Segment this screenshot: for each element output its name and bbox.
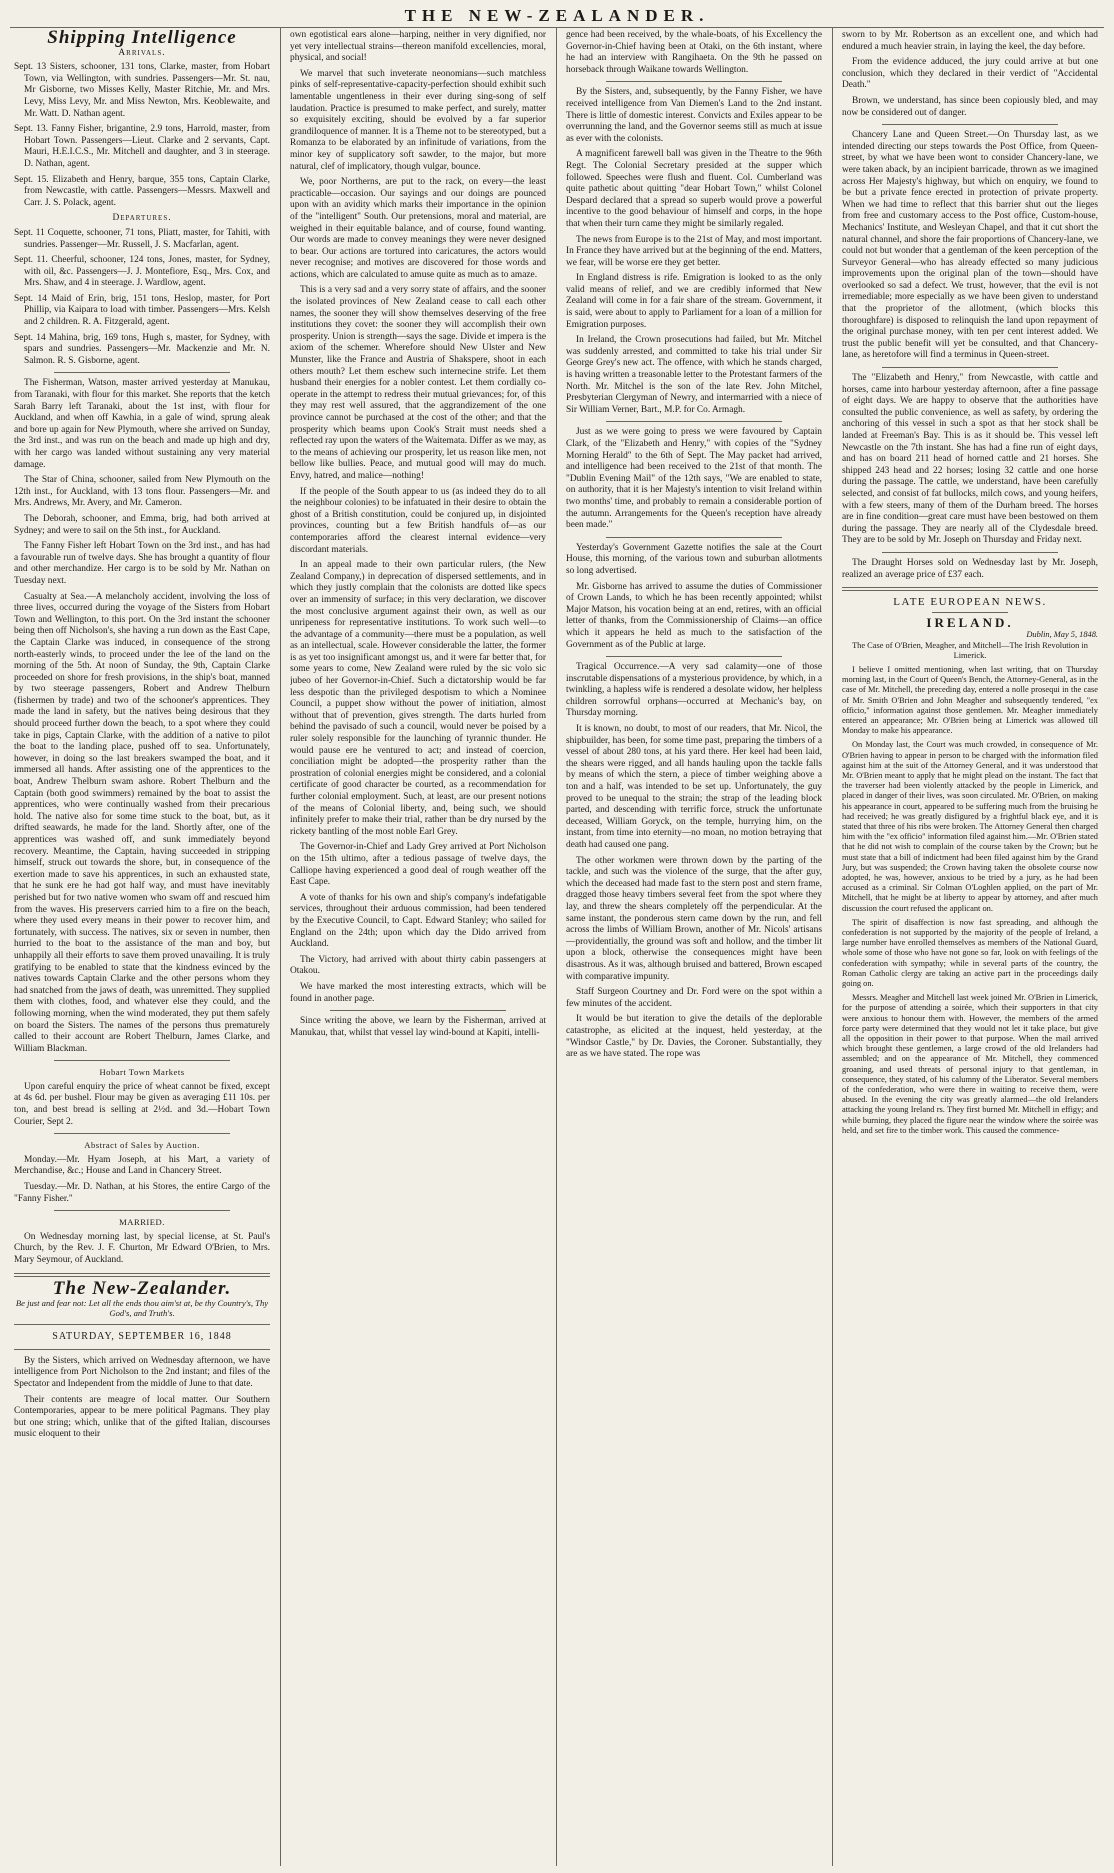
gazette-paragraph: Mr. Gisborne has arrived to assume the duties of Commissioner of Crown Lands, to which he has been recently appointed; whilst Major Matson, his vocation being at an end, retires, with an official letter of thanks, from the Commissionership of Claims—an office which it appears he held as much to the satisfaction of the Government as of the Public at large. [566,581,822,650]
editorial-paragraph: Their contents are meagre of local matter. Our Southern Contemporaries, appear to be mere political Pagmans. They play but one string; which, unlike that of the gifted Italian, discourses music eloquent to their [14,1394,270,1440]
ireland-paragraph: Messrs. Meagher and Mitchell last week joined Mr. O'Brien in Limerick, for the purpose of attending a soirée, which their supporters in that city were anxious to honour them with. However, the members of the armed force party were determined that they would not let it take place, but give all the opposition in their power to that purpose. When the mail arrived which brought these gentlemen, a large crowd of the old Irelanders had assembled; and on the appearance of Mr. Mitchell, they commenced groaning, and used threats of personal injury to that gentleman, in consequence, they stated, of his calumny of the Liberator. Several members of the confederation, who were there in waiting to receive them, were abused. In the evening the city was greatly alarmed—the old Irelanders attacking the young Ireland rs. They first burned Mr. Mitchell in effigy; and while burning, they placed the figure near the window where the soirée was held, and set fire to the timber work. This caused the commence- [842,993,1098,1135]
divider [330,1010,506,1011]
departure-item: Sept. 14 Maid of Erin, brig, 151 tons, Heslop, master, for Port Phillip, via Kaipara to load with timber. Passengers—Mrs. Kelsh and 2 children. R. A. Fitzgerald, agent. [14,293,270,328]
late-news-heading: LATE EUROPEAN NEWS. [893,596,1047,609]
news-paragraph: By the Sisters, and, subsequently, by the Fanny Fisher, we have received intelligence from Van Diemen's Land to the 2nd instant. There is little of domestic interest. Convicts and Exiles appear to be overrunning the land, and the Governor seems still as much at issue as ever with the colonists. [566,87,822,144]
column-2 [290,30,546,1865]
editorial-paragraph: This is a very sad and a very sorry state of affairs, and the sooner the isolated provinces of New Zealand cease to call each other names, the sooner they will show themselves deserving of the free institutions they covet: the sooner they will accomplish their own prosperity. Union is strength—says the sage. Divide et impera is the axiom of the schemer. Wherefore should New Ulster and New Munster, like the France and Austria of Shakspere, shoot in each others mouth? Let them eschew such internecine strife. Let them husband their energies for a nobler contest. Let them cordially co-operate in the attempt to redress their mutual grievances; for, of this they may rest well assured, that the aggrandizement of the one province cannot be purchased at the cost of the other; and that the prosperity which beams upon Cook's Strait must needs shed a reflected ray upon the waters of the Waitemata. Differ as we may, as to the means of achieving our prosperity, let us reason like men, not bellow like bullies. Peace, and mutual good will may do much. Envy, hatred, and malice—nothing! [290,285,546,481]
divider [54,1060,230,1061]
arrivals-heading: Arrivals. [118,47,166,58]
column-rule [832,28,833,1866]
divider [882,367,1058,368]
editorial-paragraph: own egotistical ears alone—harping, neither in very dignified, nor yet very intellectual strains—thereon manifold excellencies, moral, physical, and social! [290,30,546,64]
tragical-paragraph: Staff Surgeon Courtney and Dr. Ford were on the spot within a few minutes of the accident. [566,987,822,1009]
divider [54,1210,230,1211]
tragical-paragraph: Tragical Occurrence.—A very sad calamity—one of those inscrutable dispensations of a mysterious providence, by which, in a twinkling, a hapless wife is rendered a desolate widow, her helpless children sorrowful orphans—occurred at Mechanic's bay, on Thursday morning. [566,662,822,719]
news-paragraph: Brown, we understand, has since been copiously bled, and may now be considered out of danger. [842,95,1098,118]
ireland-body [842,665,1098,1136]
double-rule [14,1273,270,1277]
auction-item: Tuesday.—Mr. D. Nathan, at his Stores, the entire Cargo of the "Fanny Fisher." [14,1182,270,1204]
arrivals-list [14,62,270,209]
editorial-paragraph: If the people of the South appear to us (as indeed they do to all the neighbour colonies) to be infatuated in their desire to obtain the ghost of a British constitution, could be conjured up, in disjointed provinces, counting but a few British handfuls of—as our contemporaries afford the clearest internal evidence—very discordant materials. [290,486,546,555]
editorial-paragraph: We marvel that such inveterate neonomians—such matchless pinks of self-representative-capacity-perfection should exhibit such lamentable ungentleness in their ever during sing-song of self laudation. Practice is presumed to make perfect, and surely, matter so exquisitely exciting, should be evolved by a far superior grandiloquence of manner. It is a Theme not to be stereotyped, but a Romanza to be elaborated by an infinitude of variations, from the minor key of supplicatory soft sawder, to the major, but more natural, clef of implicatory, though vulgar, bounce. [290,68,546,172]
editorial-paragraph: We have marked the most interesting extracts, which will be found in another page. [290,981,546,1004]
ireland-paragraph: On Monday last, the Court was much crowded, in consequence of Mr. O'Brien having to appear in person to be charged with the information filed against him at the suit of the Attorney General, and it was understood that Mr. O'Brien meant to apply that he might plead on the instant. The fact that the traverser had been violently attacked by the people in Limerick, and placed in danger of their lives, was soon circulated. Mr. O'Brien, on making his appearance in court, appeared to be suffering much from the bruising he had received; he was greatly disfigured by a frightful black eye, and it is stated that three of his ribs were broken. The Attorney General then charged him with the "ex officio" information filed against him.—Mr. O'Brien stated that he did not wish to complain of the course taken by the Crown; but he must state that a bill of indictment had been filed against him by the Grand Jury, but was suspended; the Crown having taken the obsolete course now adopted, he was, however, anxious to be tried by a jury, as he had been accused as a criminal. Sir Colman O'Loghlen applied, on the part of Mr. Mitchell, that he might be at liberty to appear by attorney, and after much discussion the court refused the applicant on. [842,740,1098,913]
news-paragraph: The Fanny Fisher left Hobart Town on the 3rd inst., and has had a favourable run of twelve days. She has brought a quantity of flour and other merchandize. Her cargo is to be sold by Mr. Nathan on Tuesday next. [14,541,270,586]
dublin-dateline: Dublin, May 5, 1848. [1026,630,1098,640]
column-rule [556,28,557,1866]
editorial-paragraph: In an appeal made to their own particular rulers, (the New Zealand Company,) in deprecation of dispersed settlements, and in which they justly complain that the colonists are dotted like specs over an immensity of surface; in this very declaration, we discover the most conclusive argument against their own, as well as our unripeness for representative institutions. To work such well—to the advantage of a community—there must be a population, as well as an intellectual, scale. However considerable the latter, the former is as yet too insignificant amongst us, and it were far better that, for some years to come, New Zealand were ruled by the sic volo sic jubeo of her Governor-in-Chief. Such a dictatorship would be far less despotic than the privileged despotism to which a Nominee Council, a puppet show without the power of initiation, almost without that of prevention, gives strength. The darts hurled from behind the pavisado of such a council, would never be poised by a ruler solely responsible for the launching of tyrannic thunder. He would pause ere he ventured to act; and instead of coercion, conciliation might be adopted—the prosperity rather than the prostration of colonial energies might be considered, and a colonial certificate of good character be courted, as a recommendation for further colonial employment. Such, at least, are our present notions of the means of Colonial liberty, and, being such, we should infinitely prefer to make their trial, rather than be dry nursed by the rickety bantling of the most noble Earl Grey. [290,560,546,837]
divider [606,537,782,538]
married-heading: MARRIED. [119,1217,165,1228]
chancery-paragraph: Chancery Lane and Queen Street.—On Thursday last, as we intended directing our steps towards the Post Office, from Queen-street, by what we have been wont to consider Chancery-lane, we were taken aback, by an incipient barricade, thrown as we imagined across Her Majesty's highway, but which on enquiry, we found to be but a private fence erected in protection of private property. When we had time to reflect that this barrier shut out the lieges from free and customary access to the Post office, Custom-house, Mechanics' Institute, and Wesleyan Chapel, and that it cut short the natural channel, and shore the fair proportions of Chancery-lane, we could not but wonder that a gentleman of the keen perception of the Surveyor General—who has already effected so many judicious improvements upon the original plan of the town—should have overlooked so sad a defect. We trust, however, that the evil is not irremediable; more especially as we have been given to understand that the proprietor of the allotment, (which blocks this thoroughfare) is disposed to relinquish the land upon repayment of the original purchase money, with ten per cent interest added. We trust the public benefit will yet be consulted, and that Chancery-lane, as heretofore will find a terminus in Queen-street. [842,130,1098,361]
arrival-item: Sept. 13. Fanny Fisher, brigantine, 2.9 tons, Harrold, master, from Hobart Town. Passengers—Lieut. Clarke and 2 servants, Capt. Mauri, H.E.I.C.S., Mr. Mitchell and daughter, and 3 in steerage. D. Nathan, agent. [14,124,270,169]
news-paragraph: In England distress is rife. Emigration is looked to as the only valid means of relief, and we are credibly informed that New Zealand will come in for a fair share of the stream. Government, it is said, were about to apply to Parliament for a loan of a million for Emigration purposes. [566,273,822,330]
since-paragraph: Since writing the above, we learn by the Fisherman, arrived at Manukau, that, whilst that vessel lay wind-bound at Kapiti, intelli- [290,1016,546,1038]
auction-heading: Abstract of Sales by Auction. [84,1140,200,1151]
tragical-paragraph: The other workmen were thrown down by the parting of the tackle, and such was the violence of the surge, that the after guy, which the deceased had made fast to the stern post and stern frame, dragged those heavy timbers several feet from the spot where they lay, and threw the shears completely off the perpendicular. At the same instant, the ponderous stern came down by the run, and fell across the limbs of William Brown, another of Mr. Nicols' artisans—providentially, the ground was soft and hollow, and the timber lit upon a block, otherwise the consequences might have been disastrous. As it was, although bruised and battered, Brown escaped with comparative impunity. [566,855,822,982]
news-paragraph: The Star of China, schooner, sailed from New Plymouth on the 12th inst., for Auckland, with 13 tons flour. Passengers—Mr. and Mrs. Andrews, Mr. Avery, and Mr. Cameron. [14,475,270,509]
double-rule [842,587,1098,591]
ireland-paragraph: The spirit of disaffection is now fast spreading, and although the confederation is not supported by the majority of the people of Ireland, a large number have enrolled themselves as members of the National Guard, whole some of those who have not gone so far, look on with feelings of the confederation with sympathy; while in several parts of the country, the Roman Catholic clergy are taking an active part in the proceedings daily going on. [842,917,1098,989]
departures-heading: Departures. [112,213,172,224]
gazette-paragraph: Yesterday's Government Gazette notifies the sale at the Court House, this morning, of the various town and suburban allotments so long advertised. [566,542,822,576]
masthead-rule [10,27,1104,28]
markets-text: Upon careful enquiry the price of wheat cannot be fixed, except at 4s 6d. per bushel. Flour may be given as averaging £11 10s. per ton, and best bread is selling at 2½d. and 3d.—Hobart Town Courier, Sept 2. [14,1081,270,1127]
departure-item: Sept. 14 Mahina, brig, 169 tons, Hugh s, master, for Sydney, with spars and sundries. Passengers—Mr. Mackenzie and Mr. N. Salmon. R. S. Gisborne, agent. [14,332,270,366]
divider [606,656,782,657]
auction-item: Monday.—Mr. Hyam Joseph, at his Mart, a variety of Merchandise, &c.; House and Land in Chancery Street. [14,1154,270,1177]
column-1 [14,30,270,1865]
divider [606,421,782,422]
divider [54,372,230,373]
editorial-paragraph: The Victory, had arrived with about thirty cabin passengers at Otakou. [290,954,546,977]
departures-list [14,228,270,368]
news-paragraph: The news from Europe is to the 21st of May, and most important. In France they have arrived but at the beginning of the end. Matters, we fear, will be worse ere they get better. [566,234,822,268]
column-rule [280,28,281,1866]
motto: Be just and fear not: Let all the ends thou aim'st at, be thy Country's, Thy God's, and Truth's. [15,1298,269,1319]
draught-paragraph: The Draught Horses sold on Wednesday last by Mr. Joseph, realized an average price of £37 each. [842,557,1098,580]
column-3 [566,30,822,1865]
news-paragraph: From the evidence adduced, the jury could arrive at but one conclusion, which they declared in their verdict of "Accidental Death." [842,57,1098,91]
divider [606,81,782,82]
arrival-item: Sept. 13 Sisters, schooner, 131 tons, Clarke, master, from Hobart Town, via Wellington, with sundries. Passengers—Mr. St. nau, Mr Gisborne, two Misses Kelly, Master Ritchie, Mr. and Mrs. Levy, Miss Levy, Mr. and Miss Newton, Mrs. Keoblewaite, and Mr. Watt. D. Nathan agent. [14,62,270,119]
divider [14,1324,270,1325]
dateline: SATURDAY, SEPTEMBER 16, 1848 [52,1331,232,1343]
departure-item: Sept. 11 Coquette, schooner, 71 tons, Pliatt, master, for Tahiti, with sundries. Passenger—Mr. Russell, J. S. Macfarlan, agent. [14,227,270,250]
markets-heading: Hobart Town Markets [99,1067,185,1078]
news-paragraph: gence had been received, by the whale-boats, of his Excellency the Governor-in-Chief having been at Otaki, on the 6th instant, where he had an interview with Rangihaeta. On the 9th he passed on horseback through Waikane towards Wellington. [566,30,822,75]
news-paragraph: The Deborah, schooner, and Emma, brig, had both arrived at Sydney; and were to sail on the 5th inst., for Auckland. [14,513,270,536]
shipping-heading: Shipping Intelligence [47,30,237,48]
masthead: THE NEW-ZEALANDER. [404,6,710,25]
departure-item: Sept. 11. Cheerful, schooner, 124 tons, Jones, master, for Sydney, with oil, &c. Passengers—J. J. Montefiore, Esq., Mrs. Cox, and Mrs. Shaw, and 4 in steerage. J. Wardlow, agent. [14,255,270,289]
tragical-paragraph: It is known, no doubt, to most of our readers, that Mr. Nicol, the shipbuilder, has been, for some time past, preparing the timbers of a vessel of about 280 tons, at his yard there. Her keel had been laid, the shears were rigged, and all hands hauling upon the tackle falls by means of which the stern, a piece of timber weighing above a ton and a half, was intended to be set up. Unfortunately, the guy proved to be unequal to the strain; the strap of the leading block parted, and descending with terrific force, struck the unfortunate deceased, William Goryck, on the temple, hurrying him, on the instant, from time into eternity—no moan, no motion betraying that death had caused one pang. [566,724,822,850]
cattle-paragraph: The "Elizabeth and Henry," from Newcastle, with cattle and horses, came into harbour yesterday afternoon, after a fine passage of eight days. We are happy to observe that the authorities have consulted the public convenience, as well as safety, by ordering the anchoring of this vessel in such a spot as that her stock shall be landed at Freeman's Bay. This is as it should be. This vessel left Newcastle on the 7th instant. She has had a fine run of eight days, and has on board 211 head of horned cattle and 21 horses. She shipped 243 head and 22 horses; losing 32 cattle and one horse during the passage. The cattle, we understand, have been carefully selected, and consist of fat bullocks, milch cows, and young heifers, with a few steers, many of them of the Durham breed. The horses are in fine condition—great care must have been bestowed on them during the passage. They are nearly all of the Clydesdale breed. They are to be sold by Mr. Joseph on Thursday and Friday next. [842,373,1098,546]
divider [54,1133,230,1134]
divider [882,124,1058,125]
married-text: On Wednesday morning last, by special license, at St. Paul's Church, by the Rev. J. F. Churton, Mr Edward O'Brien, to Mrs. Mary Seymour, of Auckland. [14,1231,270,1265]
column-4 [842,30,1098,1865]
news-paragraph: In Ireland, the Crown prosecutions had failed, but Mr. Mitchel was suddenly arrested, and committed to take his trial under Sir George Grey's new act. The offence, with which he stands charged, is having written a treasonable letter to the Protestant farmers of the North. Mr. Mitchel is the son of the late Rev. John Mitchel, Presbyterian Clergyman of Newry, and intermarried with a niece of Sir William Verner, Bart., M.P. for Co. Armagh. [566,335,822,415]
divider [14,1349,270,1350]
stop-press-paragraph: Just as we were going to press we were favoured by Captain Clark, of the "Elizabeth and Henry," with copies of the "Sydney Morning Herald" to the 6th of Sept. The May packet had arrived, and intelligence had been received to the 21st of that month. The "Dublin Evening Mail" of the 12th says, "We are enabled to state, on authority, that it is her Majesty's intention to visit Ireland within two months' time, and probably to remain a considerable portion of the autumn. Arrangements for the Queen's reception have already been made." [566,427,822,531]
news-paragraph: Casualty at Sea.—A melancholy accident, involving the loss of three lives, occurred during the voyage of the Sisters from Hobart Town and Wellington, to this port. On the 3rd instant the schooner being then off Nicholson's, she having a run down as the East Cape, the Captain Clarke was induced, in consequence of the strong north-easterly winds, to proceed under the lee of the land on the morning of the 5th. At noon of Sunday, the 9th, Captain Clarke proceeded on shore for fresh provisions, in the ship's boat, manned by two steerage passengers, Robert and Andrew Thelburn (fishermen by trade) and two of the schooner's apprentices. They made the land in safety, but the natives being desirous that they should proceed further down the beach, to a spot where they could take in pigs, Captain Clarke, with the addition of a native to pilot the boat to the landing place, pushed off to sea. Unfortunately, however, in doing so the last breakers swamped the boat, and it immersed all hands. After assisting one of the apprentices to the boat, Andrew Thelburn swam ashore. Robert Thelburn and the Captain (both good swimmers) remained by the boat to assist the apprentices, who were continually washed from their precarious hold. The native also for some time stuck to the boat, but, as it drifted seawards, he made for the land. Shortly after, one of the apprentices was washed off, and sunk immediately beyond recovery. Meantime, the Captain, having succeeded in stripping himself, struck out towards the shore, but, in consequence of the exertion made to save his apprentices, in such an exhausted state, that he sunk ere he had got half way, and must have inevitably perished but for two native women who swam off and rescued him from the waves. His preservers carried him to a fire on the beach, where they used every means in their power to recover him, and fortunately, with success. The natives, six or seven in number, then hurried to the boat to the assistance of the man and boy, but unhappily all their efforts to save them proved unavailing. It is truly gratifying to be enabled to state that the kindness evinced by the natives towards Captain Clarke and the other persons whom they had snatched from the jaws of death, was unremitted. They supplied them with clothes, food, and whatever else they could, and the following morning, when the wind moderated, they put them safely on board the Sisters. The names of the persons thus prematurely called to their account are Robert Thelburn, James Clarke, and William Blackman. [14,591,270,1054]
news-paragraph: sworn to by Mr. Robertson as an excellent one, and which had endured a much heavier strain, in laying the keel, the day before. [842,30,1098,52]
paper-title: The New-Zealander. [52,1277,232,1299]
news-paragraph: The Fisherman, Watson, master arrived yesterday at Manukau, from Taranaki, with flour for this market. She reports that the ketch Sarah Barry left Taranaki, about the 1st inst, with flour for Auckland, and when off Kawhia, in a gale of wind, sprung aleak and bore up again for New Plymouth, where she arrived on Sunday, the 3rd inst., and was run on the beach and made up high and dry, with her cargo was landed without sustaining any very material damage. [14,378,270,470]
case-heading: The Case of O'Brien, Meagher, and Mitchell—The Irish Revolution in Limerick. [852,640,1088,660]
editorial-paragraph: A vote of thanks for his own and ship's company's indefatigable services, throughout their arduous commission, had been tendered by the Executive Council, to Capt. Edward Stanley; who sailed for England on the 24th; upon which day the Dido arrived from Auckland. [290,892,546,950]
divider [932,612,1008,613]
news-paragraph: A magnificent farewell ball was given in the Theatre to the 96th Regt. The Colonial Secretary presided at the supper which followed. Speeches were flush and fluent. Col. Cumberland was quite pathetic about quitting "dear Hobart Town," whilst Colonel Despard declared that a spread so superb would prove a powerful incentive to the good behaviour of himself and corps, in the hope that when their turn came they might be similarly regaled. [566,149,822,229]
tragical-paragraph: It would be but iteration to give the details of the deplorable catastrophe, as elicited at the inquest, held yesterday, at the "Windsor Castle," by Dr. Davies, the Coroner. Substantially, they are as we have stated. The rope was [566,1014,822,1060]
editorial-paragraph: By the Sisters, which arrived on Wednesday afternoon, we have intelligence from Port Nicholson to the 2nd instant; and files of the Spectator and Independent from the middle of June to that date. [14,1355,270,1389]
ireland-heading: IRELAND. [926,614,1014,630]
arrival-item: Sept. 15. Elizabeth and Henry, barque, 355 tons, Captain Clarke, from Newcastle, with cattle. Passengers—Messrs. Maxwell and Carr. J. S. Polack, agent. [14,174,270,208]
divider [882,552,1058,553]
ireland-paragraph: I believe I omitted mentioning, when last writing, that on Thursday morning last, in the Court of Queen's Bench, the Attorney-General, as in the case of Mr. Mitchell, the preceding day, entered a nolle prosequi in the case of Mr. Smith O'Brien and John Meagher and subsequently tendered, "ex officio," information against those gentlemen. Mr. Meagher immediately entered an appearance; Mr. O'Brien being at Limerick was allowed till Monday to make his appearance. [842,664,1098,736]
editorial-paragraph: We, poor Northerns, are put to the rack, on every—the least practicable—occasion. Our sayings and our doings are pounced upon with an avidity which marks their importance in the opinion of the "intelligent" South. Our pretensions, moral and material, are weighed in their equitable balance, and of course, found wanting. Our words are made to convey meanings they were never designed to bear. Our actions are tortured into caricatures, the actors would never recognise; and motives are discovered for those words and actions, which are calculated to amuse quite as much as to amaze. [290,177,546,280]
editorial-paragraph: The Governor-in-Chief and Lady Grey arrived at Port Nicholson on the 15th ultimo, after a tedious passage of twelve days, the Calliope having experienced a good deal of rough weather off the East Cape. [290,842,546,888]
